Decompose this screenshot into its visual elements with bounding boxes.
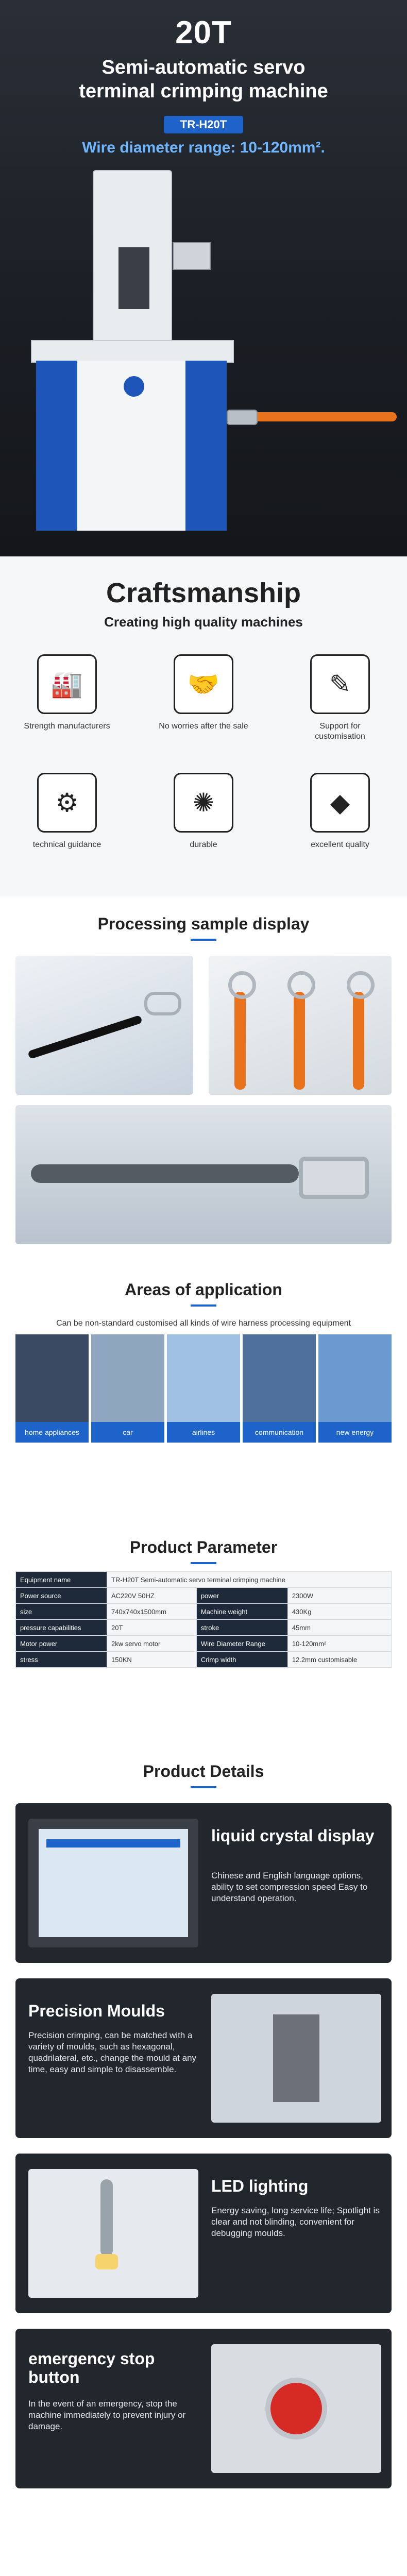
param-key: Wire Diameter Range <box>196 1636 287 1652</box>
param-key: Machine weight <box>196 1604 287 1620</box>
feature-label: durable <box>190 840 217 849</box>
hero-subtitle <box>0 56 407 103</box>
param-value: 2300W <box>287 1588 391 1604</box>
durable-icon: ✺ <box>174 773 233 833</box>
application-label: home appliances <box>15 1422 89 1443</box>
param-value: 45mm <box>287 1620 391 1636</box>
detail-title: LED lighting <box>211 2177 309 2195</box>
param-value: 12.2mm customisable <box>287 1652 391 1668</box>
wire-range: Wire diameter range: 10-120mm². <box>82 139 325 156</box>
communication-image <box>243 1334 316 1422</box>
feature-item <box>21 654 113 732</box>
sample-photo-3 <box>15 1105 392 1244</box>
car-image <box>91 1334 164 1422</box>
param-key: stroke <box>196 1620 287 1636</box>
estop-image <box>211 2344 381 2473</box>
detail-text: Precision crimping, can be matched with a variety of moulds, such as hexagonal, quadrilateral, etc., change the mould at any time, easy and simple to disassemble. <box>28 2030 197 2074</box>
samples-title: Processing sample display <box>97 914 310 933</box>
hero-title: 20T <box>175 15 232 50</box>
application-note: Can be non-standard customised all kinds of wire harness processing equipment <box>56 1319 351 1328</box>
param-key: stress <box>16 1652 107 1668</box>
home-appliances-image <box>15 1334 89 1422</box>
param-value: 430Kg <box>287 1604 391 1620</box>
guidance-icon: ⚙ <box>37 773 97 833</box>
feature-item <box>157 654 250 732</box>
details-section <box>0 1752 407 2576</box>
detail-card-led <box>15 2154 392 2313</box>
feature-label: Support for customisation <box>315 722 365 741</box>
param-key: size <box>16 1604 107 1620</box>
table-row <box>16 1604 392 1620</box>
detail-title: liquid crystal display <box>211 1826 375 1845</box>
application-item <box>318 1334 392 1443</box>
application-section <box>0 1262 407 1520</box>
param-key: Power source <box>16 1588 107 1604</box>
parameter-section <box>0 1520 407 1752</box>
detail-card-lcd <box>15 1803 392 1963</box>
param-value: 20T <box>107 1620 197 1636</box>
application-list <box>15 1334 392 1443</box>
model-badge: TR-H20T <box>164 116 243 133</box>
lcd-image <box>28 1819 198 1947</box>
samples-section <box>0 896 407 1262</box>
application-label: airlines <box>167 1422 240 1443</box>
detail-title: emergency stop button <box>28 2349 155 2386</box>
application-title: Areas of application <box>125 1280 282 1299</box>
title-underline <box>191 1304 216 1307</box>
application-item <box>91 1334 164 1443</box>
airlines-image <box>167 1334 240 1422</box>
sample-photo-1 <box>15 956 193 1095</box>
param-value: 2kw servo motor <box>107 1636 197 1652</box>
sample-cable <box>242 412 397 421</box>
hero-banner <box>0 0 407 556</box>
detail-title: Precision Moulds <box>28 2002 165 2020</box>
feature-label: No worries after the sale <box>159 722 248 731</box>
param-key: power <box>196 1588 287 1604</box>
param-key: Motor power <box>16 1636 107 1652</box>
application-label: new energy <box>318 1422 392 1443</box>
param-value: 150KN <box>107 1652 197 1668</box>
table-row <box>16 1572 392 1588</box>
hero-subtitle-line2: terminal crimping machine <box>79 80 328 102</box>
new-energy-image <box>318 1334 392 1422</box>
detail-text: Chinese and English language options, ability to set compression speed Easy to understand operation. <box>211 1871 368 1903</box>
detail-card-estop <box>15 2329 392 2488</box>
mould-image <box>211 1994 381 2123</box>
feature-item <box>294 773 386 850</box>
param-key: Crimp width <box>196 1652 287 1668</box>
craft-tagline: Creating high quality machines <box>104 614 303 630</box>
parameter-title: Product Parameter <box>129 1538 278 1556</box>
feature-label: technical guidance <box>32 840 101 849</box>
param-value: TR-H20T Semi-automatic servo terminal crimping machine <box>107 1572 392 1588</box>
param-key: pressure capabilities <box>16 1620 107 1636</box>
application-item <box>167 1334 240 1443</box>
feature-label: excellent quality <box>311 840 369 849</box>
table-row <box>16 1652 392 1668</box>
detail-card-moulds <box>15 1978 392 2138</box>
details-title: Product Details <box>143 1762 264 1781</box>
craftsmanship-section <box>0 556 407 896</box>
table-row <box>16 1588 392 1604</box>
customize-icon: ✎ <box>310 654 370 714</box>
parameter-table <box>15 1571 392 1668</box>
title-underline <box>191 939 216 941</box>
detail-text: In the event of an emergency, stop the machine immediately to prevent injury or damage. <box>28 2399 186 2431</box>
detail-text: Energy saving, long service life; Spotlight is clear and not blinding, convenient for debugging moulds. <box>211 2206 380 2238</box>
param-key: Equipment name <box>16 1572 107 1588</box>
application-item <box>15 1334 89 1443</box>
title-underline <box>191 1562 216 1564</box>
sample-terminal <box>227 410 258 425</box>
machine-illustration <box>31 170 247 541</box>
aftersale-icon: 🤝 <box>174 654 233 714</box>
param-value: 10-120mm² <box>287 1636 391 1652</box>
param-value: AC220V 50HZ <box>107 1588 197 1604</box>
param-value: 740x740x1500mm <box>107 1604 197 1620</box>
quality-icon: ◆ <box>310 773 370 833</box>
craft-title: Craftsmanship <box>106 578 301 608</box>
application-label: car <box>91 1422 164 1443</box>
feature-label: Strength manufacturers <box>24 722 110 731</box>
title-underline <box>191 1786 216 1788</box>
led-image <box>28 2169 198 2298</box>
feature-item <box>21 773 113 850</box>
table-row <box>16 1636 392 1652</box>
factory-icon: 🏭 <box>37 654 97 714</box>
table-row <box>16 1620 392 1636</box>
feature-item <box>294 654 386 742</box>
application-item <box>243 1334 316 1443</box>
hero-subtitle-line1: Semi-automatic servo <box>101 57 306 78</box>
sample-photo-2 <box>209 956 392 1095</box>
application-label: communication <box>243 1422 316 1443</box>
feature-item <box>157 773 250 850</box>
